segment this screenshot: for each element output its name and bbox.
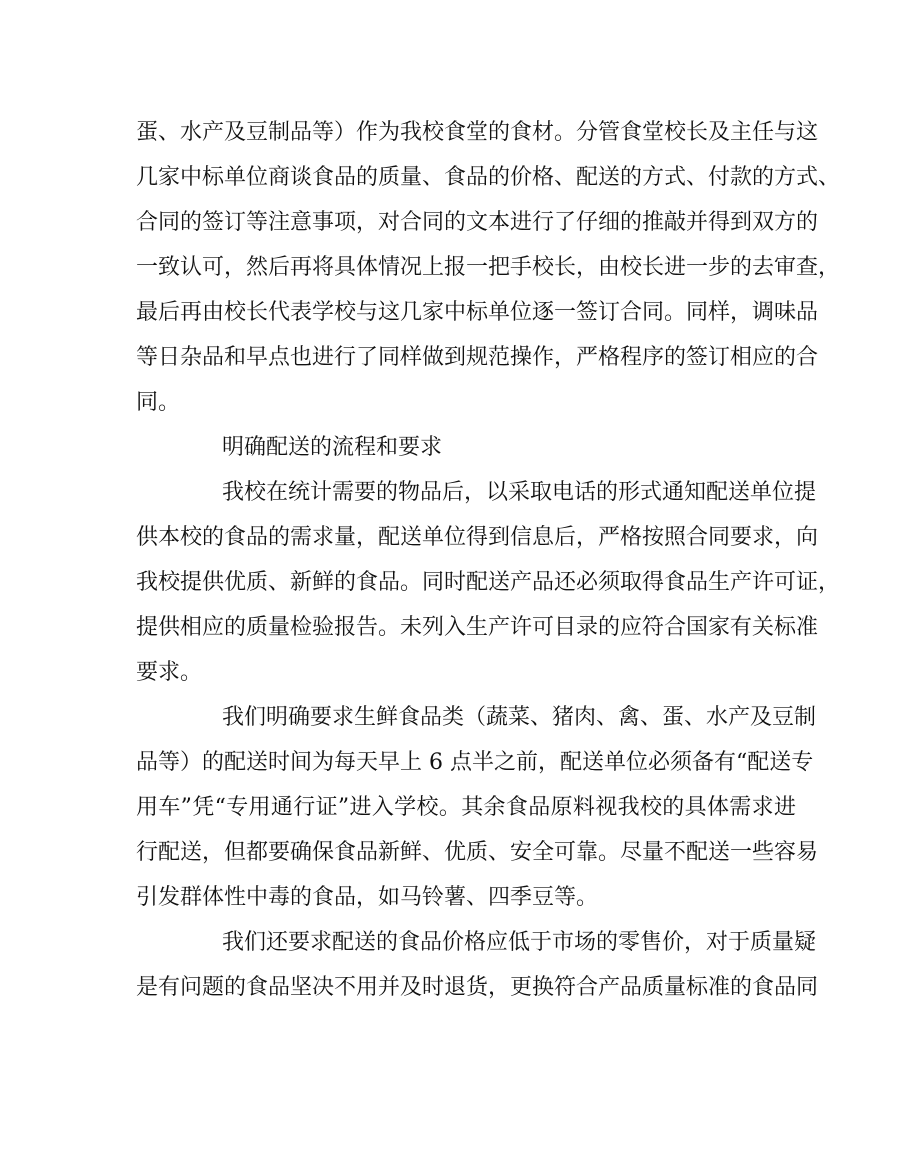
paragraph-contract-signing <box>136 110 841 425</box>
text-line: 最后再由校长代表学校与这几家中标单位逐一签订合同。同样，调味品 <box>136 300 819 325</box>
text-line: 我们明确要求生鲜食品类（蔬菜、猪肉、禽、蛋、水产及豆制 <box>222 705 817 730</box>
text-line: 几家中标单位商谈食品的质量、食品的价格、配送的方式、付款的方式、 <box>136 165 841 190</box>
paragraph-fresh-food-requirements <box>136 695 819 920</box>
text-line: 用车”凭“专用通行证”进入学校。其余食品原料视我校的具体需求进 <box>136 795 796 820</box>
document-body <box>136 110 841 1010</box>
text-line: 供本校的食品的需求量，配送单位得到信息后，严格按照合同要求，向 <box>136 525 819 550</box>
text-line: 我校提供优质、新鲜的食品。同时配送产品还必须取得食品生产许可证， <box>136 570 841 595</box>
text-line: 一致认可，然后再将具体情况上报一把手校长，由校长进一步的去审查， <box>136 255 841 280</box>
paragraph-price-quality <box>136 920 819 1010</box>
text-line: 我们还要求配送的食品价格应低于市场的零售价，对于质量疑 <box>222 930 817 955</box>
text-line: 提供相应的质量检验报告。未列入生产许可目录的应符合国家有关标准 <box>136 615 819 640</box>
section-heading <box>136 425 796 470</box>
text-line: 要求。 <box>136 660 203 685</box>
text-line: 同。 <box>136 390 181 415</box>
text-line: 我校在统计需要的物品后，以采取电话的形式通知配送单位提 <box>222 480 817 505</box>
text-line: 引发群体性中毒的食品，如马铃薯、四季豆等。 <box>136 885 599 910</box>
text-line: 行配送，但都要确保食品新鲜、优质、安全可靠。尽量不配送一些容易 <box>136 840 819 865</box>
heading-line: 明确配送的流程和要求 <box>222 435 443 460</box>
text-line: 品等）的配送时间为每天早上 6 点半之前，配送单位必须备有“配送专 <box>136 750 814 775</box>
text-line: 等日杂品和早点也进行了同样做到规范操作，严格程序的签订相应的合 <box>136 345 819 370</box>
text-line: 蛋、水产及豆制品等）作为我校食堂的食材。分管食堂校长及主任与这 <box>136 120 819 145</box>
paragraph-delivery-process <box>136 470 841 695</box>
text-line: 是有问题的食品坚决不用并及时退货，更换符合产品质量标准的食品同 <box>136 975 819 1000</box>
text-line: 合同的签订等注意事项，对合同的文本进行了仔细的推敲并得到双方的 <box>136 210 819 235</box>
